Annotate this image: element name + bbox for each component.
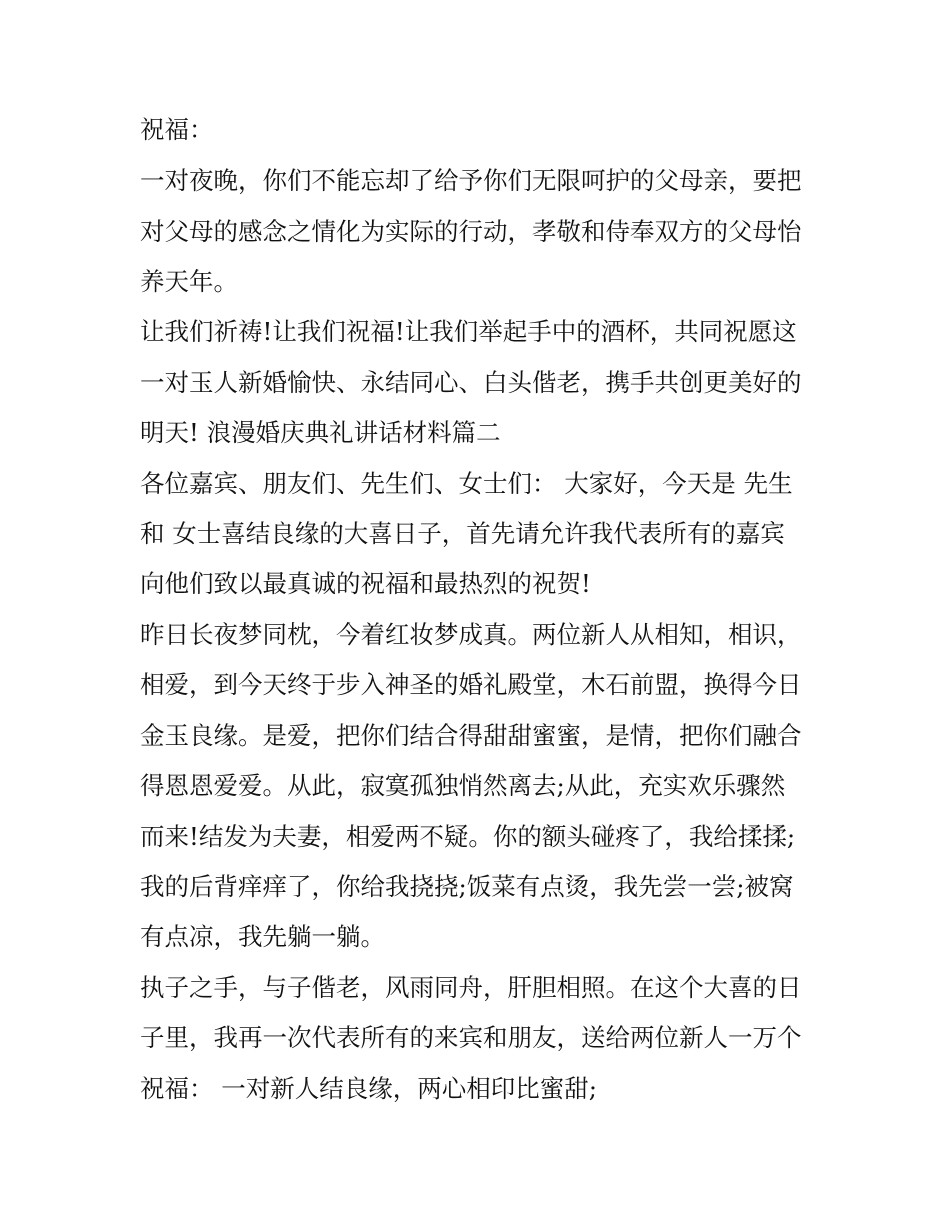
- text-line: 一对夜晚，你们不能忘却了给予你们无限呵护的父母亲，要把: [140, 166, 802, 195]
- text-line: 让我们祈祷!让我们祝福!让我们举起手中的酒杯，共同祝愿这: [140, 317, 797, 346]
- text-line: 和 女士喜结良缘的大喜日子，首先请允许我代表所有的嘉宾: [140, 519, 785, 548]
- text-line: 有点凉，我先躺一躺。: [140, 922, 385, 951]
- text-line: 养天年。: [140, 267, 238, 296]
- text-line: 得恩恩爱爱。从此，寂寞孤独悄然离去;从此，充实欢乐骤然: [140, 771, 786, 800]
- text-line: 而来!结发为夫妻，相爱两不疑。你的额头碰疼了，我给揉揉;: [140, 822, 796, 851]
- text-line: 一对玉人新婚愉快、永结同心、白头偕老，携手共创更美好的: [140, 368, 802, 397]
- text-line: 明天! 浪漫婚庆典礼讲话材料篇二: [140, 418, 501, 447]
- text-line: 对父母的感念之情化为实际的行动，孝敬和侍奉双方的父母怡: [140, 217, 802, 246]
- text-line: 子里，我再一次代表所有的来宾和朋友，送给两位新人一万个: [140, 1023, 802, 1052]
- text-line: 祝福： 一对新人结良缘，两心相印比蜜甜;: [140, 1074, 598, 1103]
- text-line: 昨日长夜梦同枕，今着红妆梦成真。两位新人从相知，相识，: [140, 620, 802, 649]
- text-line: 各位嘉宾、朋友们、先生们、女士们： 大家好，今天是 先生: [140, 469, 793, 498]
- text-line: 执子之手，与子偕老，风雨同舟，肝胆相照。在这个大喜的日: [140, 973, 802, 1002]
- text-line: 金玉良缘。是爱，把你们结合得甜甜蜜蜜，是情，把你们融合: [140, 721, 802, 750]
- text-line: 我的后背痒痒了，你给我挠挠;饭菜有点烫，我先尝一尝;被窝: [140, 872, 794, 901]
- text-line: 向他们致以最真诚的祝福和最热烈的祝贺!: [140, 569, 591, 598]
- text-line: 祝福：: [140, 115, 214, 144]
- text-line: 相爱，到今天终于步入神圣的婚礼殿堂，木石前盟，换得今日: [140, 670, 802, 699]
